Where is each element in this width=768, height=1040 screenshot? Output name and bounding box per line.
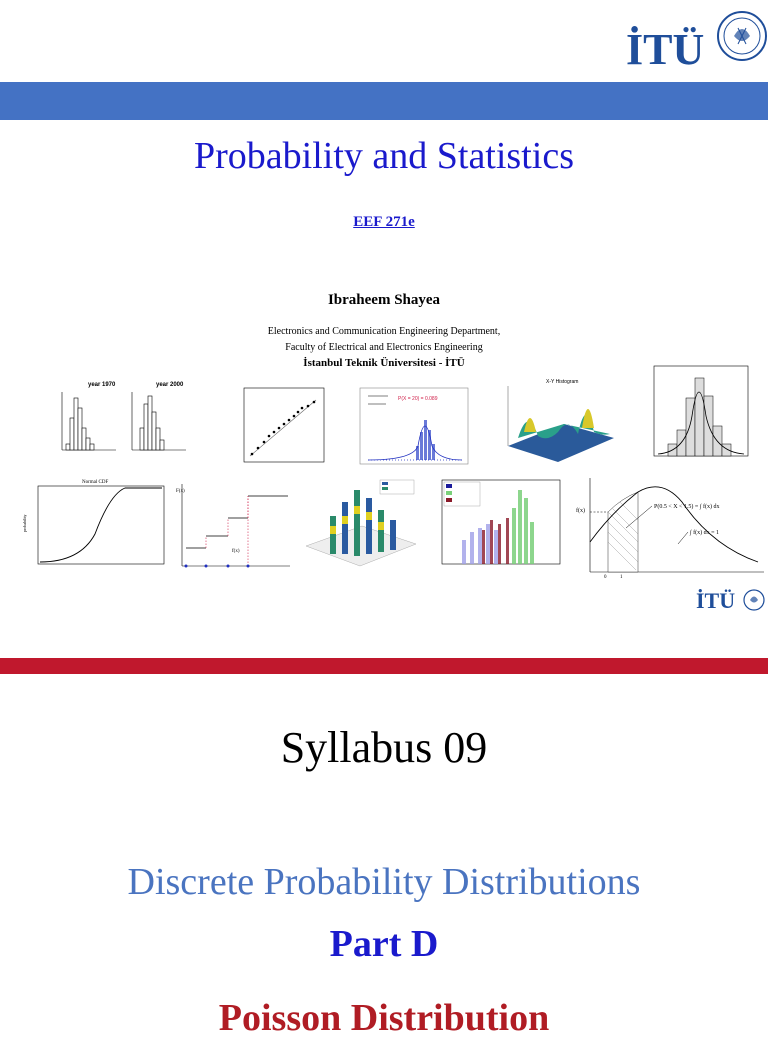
presentation-title: Probability and Statistics [194,135,574,177]
scatter-thumbnail [236,386,326,466]
svg-text:F(x): F(x) [176,489,185,494]
university-seal-small-icon [742,584,766,618]
histogram-thumbnail [40,378,190,460]
svg-text:0: 0 [604,575,607,580]
author-name: Ibraheem Shayea [327,292,441,308]
header-band [0,82,768,120]
itu-logo-small-text: İTÜ [696,588,736,613]
topic-heading: Discrete Probability Distributions [127,861,641,903]
university-name: İstanbul Teknik Üniversitesi - İTÜ [303,357,465,369]
itu-logo-text: İTÜ [626,25,705,74]
3d-bar-chart-thumbnail [302,476,420,570]
university-seal-icon [716,0,768,76]
density-integral-thumbnail [572,472,768,580]
svg-text:P(X = 20) = 0.089: P(X = 20) = 0.089 [398,396,438,402]
fitted-histogram-thumbnail [648,356,752,466]
syllabus-heading: Syllabus 09 [280,723,488,772]
surface-plot-thumbnail [498,376,620,468]
formula-label: P(0.5 < X < 1.5) = ∫ f(x) dx [654,504,720,510]
svg-text:X-Y Histogram: X-Y Histogram [546,379,579,385]
bell-curve-thumbnail [358,386,470,466]
step-function-thumbnail [172,478,294,570]
formula2-label: ∫ f(x) dx = 1 [690,530,720,536]
overlapping-histograms-thumbnail [432,478,564,570]
normal-cdf-thumbnail [20,474,170,570]
subtopic-heading: Poisson Distribution [218,997,550,1039]
itu-logo [622,0,768,82]
svg-text:f(x): f(x) [576,508,585,514]
itu-logo-small [696,584,766,620]
department-line-2: Faculty of Electrical and Electronics Engineering [285,342,483,353]
part-heading: Part D [329,923,439,965]
section-divider-band [0,658,768,674]
hist2-title: year 2000 [156,382,184,388]
course-code-link[interactable]: EEF 271e [353,214,415,230]
cdf-title: Normal CDF [82,480,109,485]
cdf-ylabel: probability [22,514,27,532]
svg-text:f(x): f(x) [232,549,240,554]
svg-text:1: 1 [620,575,623,580]
hist1-title: year 1970 [88,382,116,388]
department-line-1: Electronics and Communication Engineering Department, [267,326,501,337]
